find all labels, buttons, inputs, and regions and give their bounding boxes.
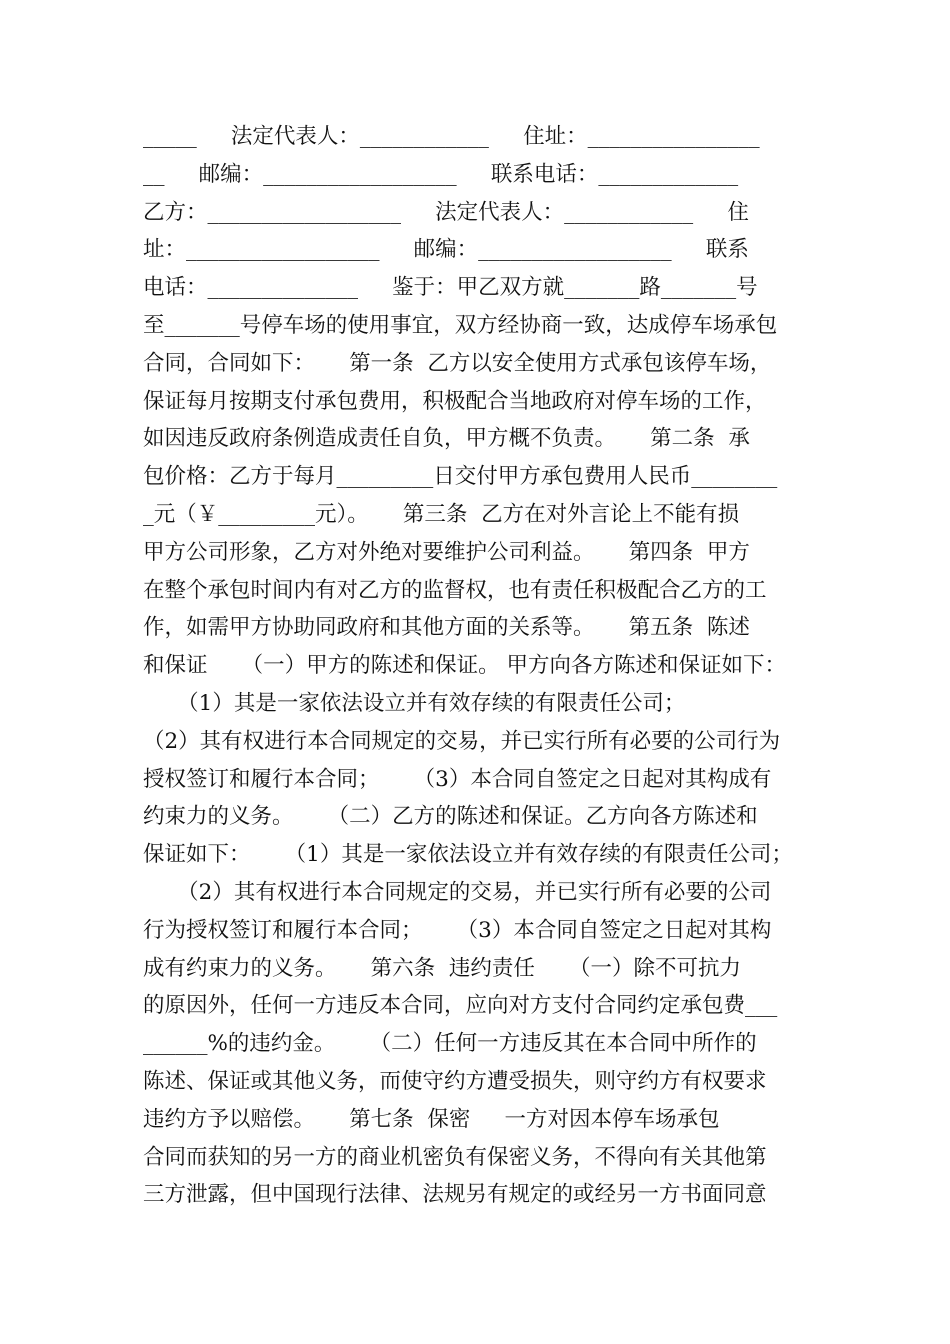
text-line: 授权签订和履行本合同； （3）本合同自签定之日起对其构成有 xyxy=(143,766,772,792)
text-line: 址：__________________ 邮编：__________________ 联系 xyxy=(143,237,749,263)
text-line: 如因违反政府条例造成责任自负，甲方概不负责。 第二条 承 xyxy=(143,426,750,452)
text-line: 电话：______________ 鉴于：甲乙双方就_______路_______号 xyxy=(143,275,758,301)
text-line: 在整个承包时间内有对乙方的监督权，也有责任积极配合乙方的工 xyxy=(143,577,767,603)
text-line: 三方泄露，但中国现行法律、法规另有规定的或经另一方书面同意 xyxy=(143,1182,767,1208)
text-line: （2）其有权进行本合同规定的交易，并已实行所有必要的公司 xyxy=(143,879,772,905)
text-line: ______%的违约金。 （二）任何一方违反其在本合同中所作的 xyxy=(143,1031,757,1057)
text-line: 至_______号停车场的使用事宜，双方经协商一致，达成停车场承包 xyxy=(143,312,778,338)
text-line: 的原因外，任何一方违反本合同，应向对方支付合同约定承包费___ xyxy=(143,993,778,1019)
text-line: 作，如需甲方协助同政府和其他方面的关系等。 第五条 陈述 xyxy=(143,615,750,641)
text-line: 陈述、保证或其他义务，而使守约方遭受损失，则守约方有权要求 xyxy=(143,1068,767,1094)
text-line: （2）其有权进行本合同规定的交易，并已实行所有必要的公司行为 xyxy=(143,728,781,754)
text-line: 和保证 （一）甲方的陈述和保证。 甲方向各方陈述和保证如下： xyxy=(143,653,787,679)
contract-text xyxy=(143,118,813,1214)
text-line: 违约方予以赔偿。 第七条 保密 一方对因本停车场承包 xyxy=(143,1106,720,1132)
text-line: 甲方公司形象，乙方对外绝对要维护公司利益。 第四条 甲方 xyxy=(143,539,750,565)
text-line: _元（￥_________元）。 第三条 乙方在对外言论上不能有损 xyxy=(143,501,740,527)
text-line: 约束力的义务。 （二）乙方的陈述和保证。乙方向各方陈述和 xyxy=(143,804,758,830)
text-line: 成有约束力的义务。 第六条 违约责任 （一）除不可抗力 xyxy=(143,955,742,981)
text-line: 行为授权签订和履行本合同； （3）本合同自签定之日起对其构 xyxy=(143,917,772,943)
text-line: 保证如下： （1）其是一家依法设立并有效存续的有限责任公司； xyxy=(143,842,793,868)
text-line: __ 邮编：__________________ 联系电话：_____________ xyxy=(143,161,739,187)
text-line: 合同，合同如下： 第一条 乙方以安全使用方式承包该停车场， xyxy=(143,350,772,376)
text-line: _____ 法定代表人：____________ 住址：________________ xyxy=(143,124,760,149)
text-line: 乙方：__________________ 法定代表人：____________ 住 xyxy=(143,199,749,225)
text-line: 包价格：乙方于每月_________日交付甲方承包费用人民币________ xyxy=(143,464,778,490)
text-line: 合同而获知的另一方的商业机密负有保密义务，不得向有关其他第 xyxy=(143,1144,767,1170)
text-line: （1）其是一家依法设立并有效存续的有限责任公司； xyxy=(143,690,686,716)
text-line: 保证每月按期支付承包费用，积极配合当地政府对停车场的工作， xyxy=(143,388,767,414)
